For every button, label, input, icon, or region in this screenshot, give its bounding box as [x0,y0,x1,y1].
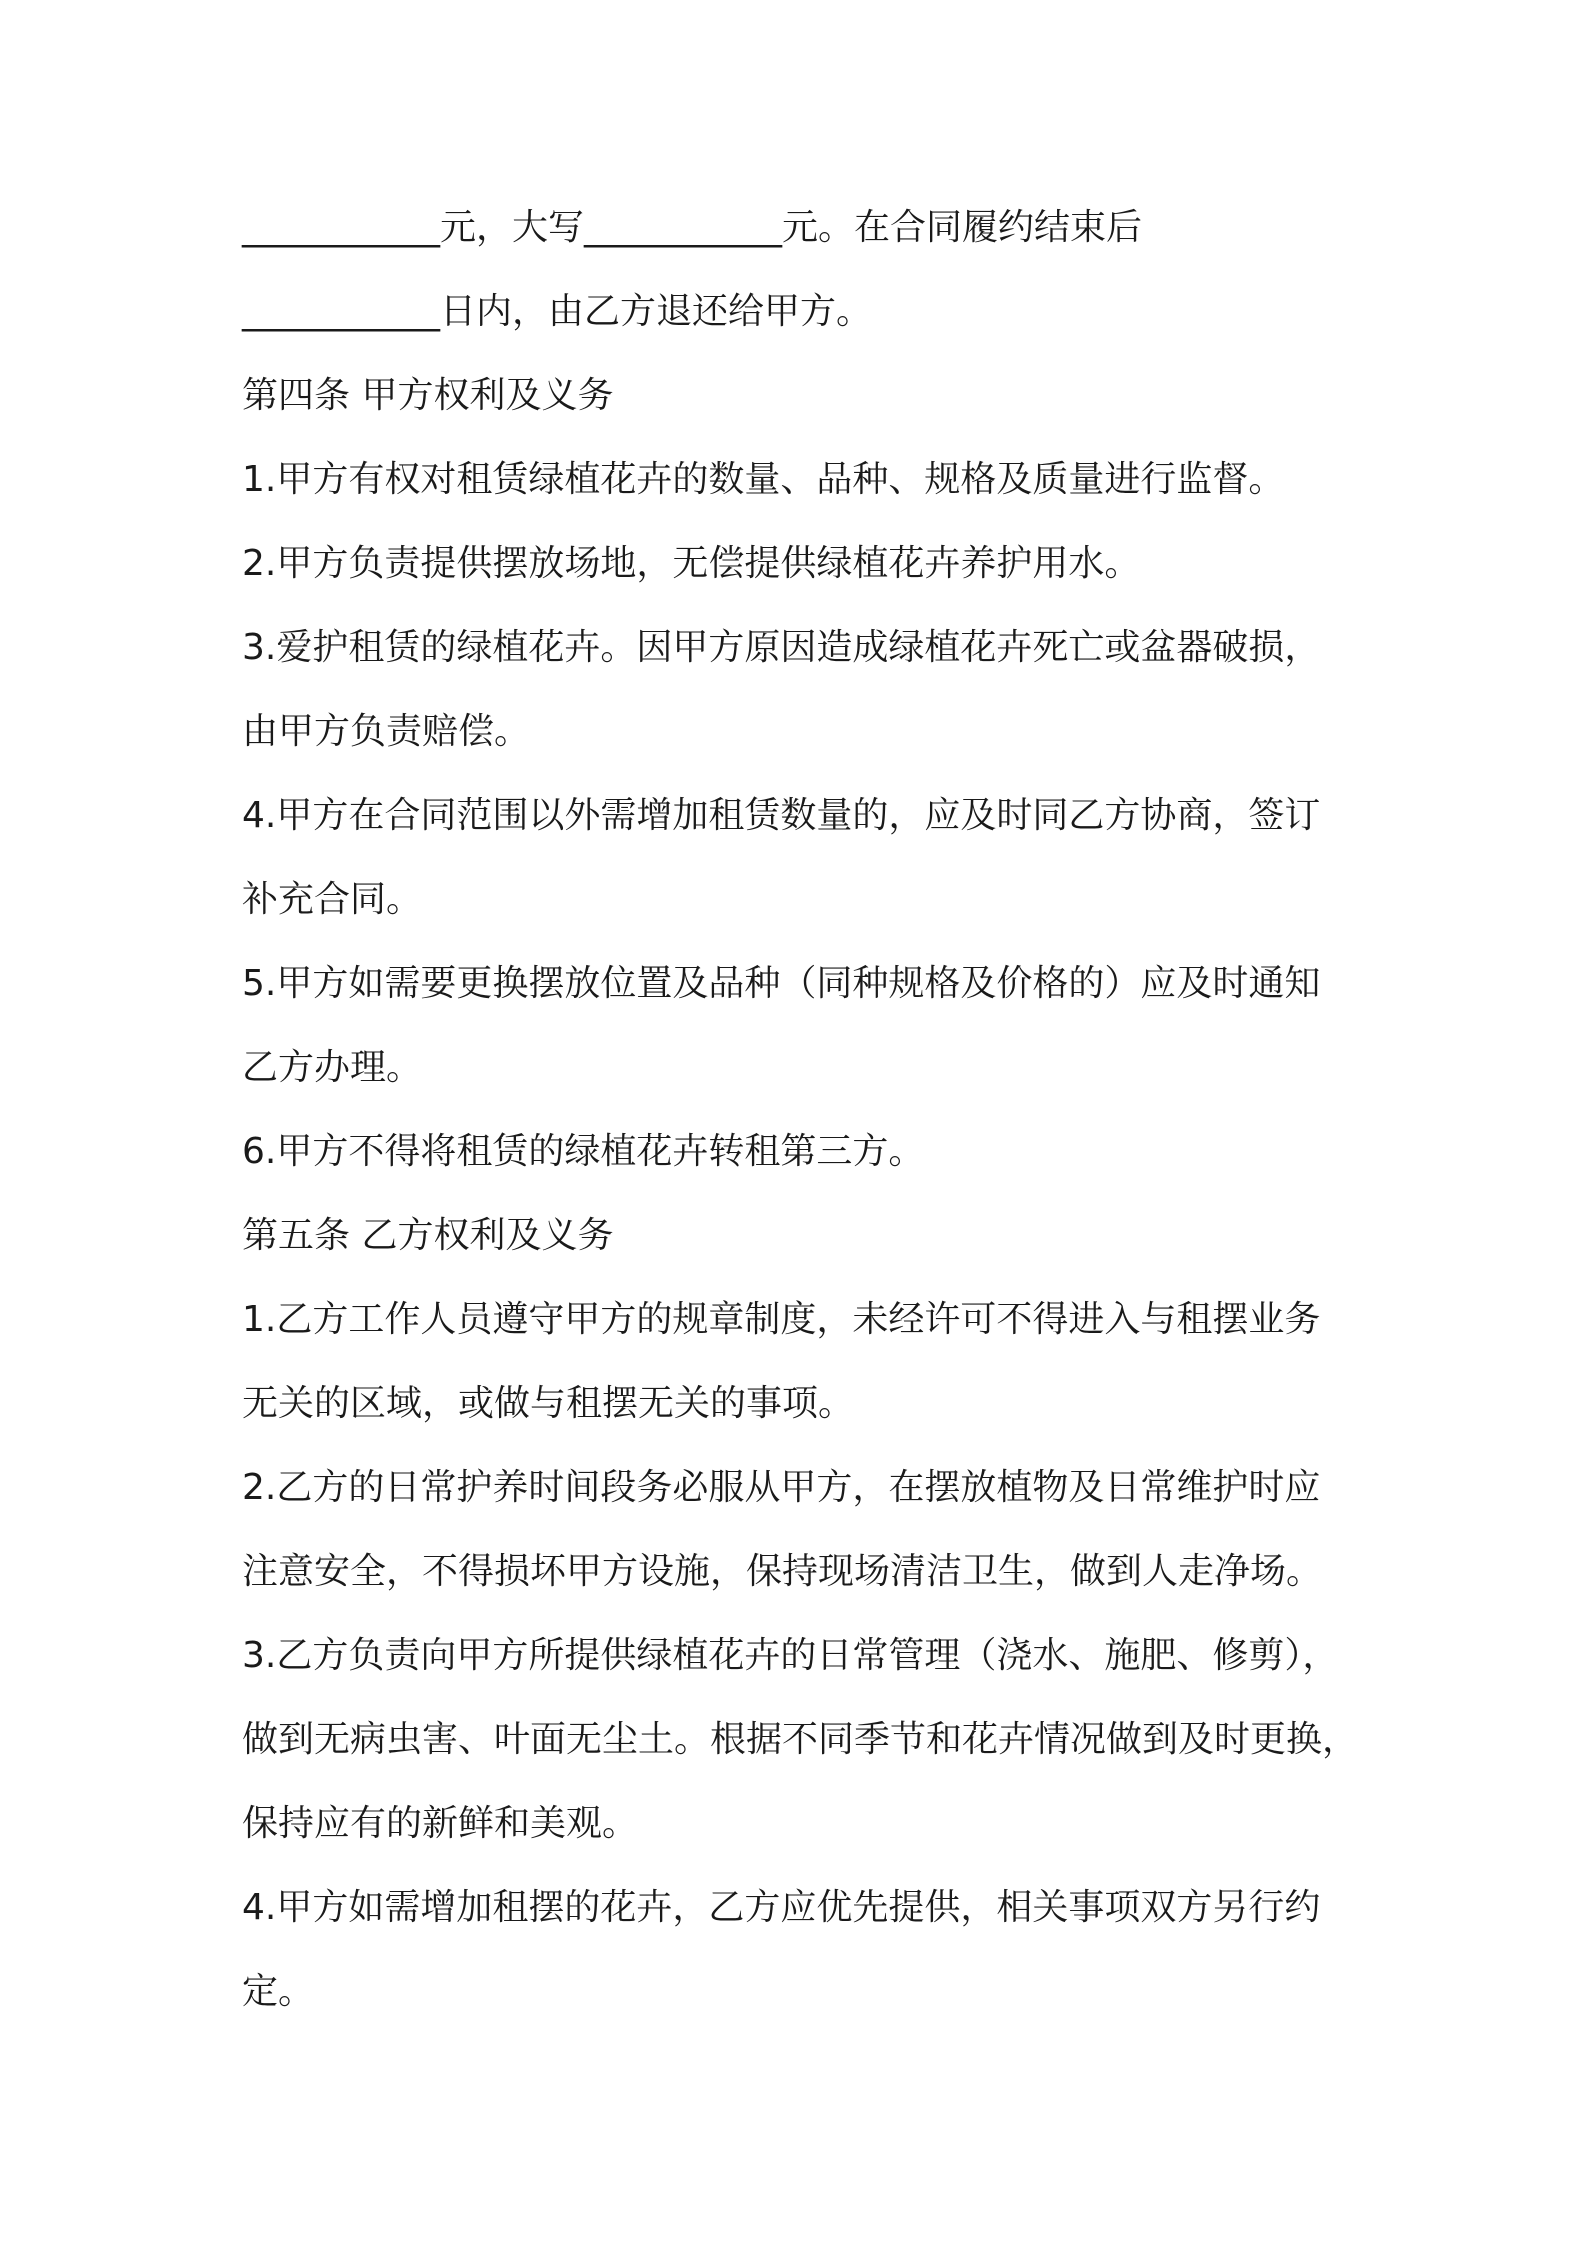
article-5-clause-2: 2.乙方的日常护养时间段务必服从甲方，在摆放植物及日常维护时应 [242,1467,1321,1508]
article-4-clause-6: 6.甲方不得将租赁的绿植花卉转租第三方。 [242,1131,925,1172]
article-4-clause-5: 5.甲方如需要更换摆放位置及品种（同种规格及价格的）应及时通知 [242,963,1321,1004]
article-4-clause-3-cont: 由甲方负责赔偿。 [242,711,531,752]
article-4-clause-3: 3.爱护租赁的绿植花卉。因甲方原因造成绿植花卉死亡或盆器破损， [242,627,1321,668]
article-4-clause-4: 4.甲方在合同范围以外需增加租赁数量的，应及时同乙方协商，签订 [242,795,1321,836]
article-5-clause-3-cont: 做到无病虫害、叶面无尘土。根据不同季节和花卉情况做到及时更换， [242,1719,1359,1760]
article-5-clause-4: 4.甲方如需增加租摆的花卉，乙方应优先提供，相关事项双方另行约 [242,1887,1321,1928]
article-5-clause-2-cont: 注意安全，不得损坏甲方设施，保持现场清洁卫生，做到人走净场。 [242,1551,1323,1592]
text-line-refund-days: ___________日内，由乙方退还给甲方。 [242,291,873,332]
article-5-clause-1: 1.乙方工作人员遵守甲方的规章制度，未经许可不得进入与租摆业务 [242,1299,1321,1340]
article-4-clause-2: 2.甲方负责提供摆放场地，无偿提供绿植花卉养护用水。 [242,543,1141,584]
article-5-clause-1-cont: 无关的区域，或做与租摆无关的事项。 [242,1383,855,1424]
article-4-clause-4-cont: 补充合同。 [242,879,423,920]
article-5-clause-3-cont-2: 保持应有的新鲜和美观。 [242,1803,639,1844]
text-line-balance-amount: ___________元，大写___________元。在合同履约结束后 [242,207,1143,248]
article-5-clause-4-cont: 定。 [242,1971,315,2012]
article-5-heading: 第五条 乙方权利及义务 [242,1215,614,1256]
article-4-heading: 第四条 甲方权利及义务 [242,375,614,416]
article-4-clause-5-cont: 乙方办理。 [242,1047,423,1088]
article-4-clause-1: 1.甲方有权对租赁绿植花卉的数量、品种、规格及质量进行监督。 [242,459,1285,500]
article-5-clause-3: 3.乙方负责向甲方所提供绿植花卉的日常管理（浇水、施肥、修剪）， [242,1635,1339,1676]
